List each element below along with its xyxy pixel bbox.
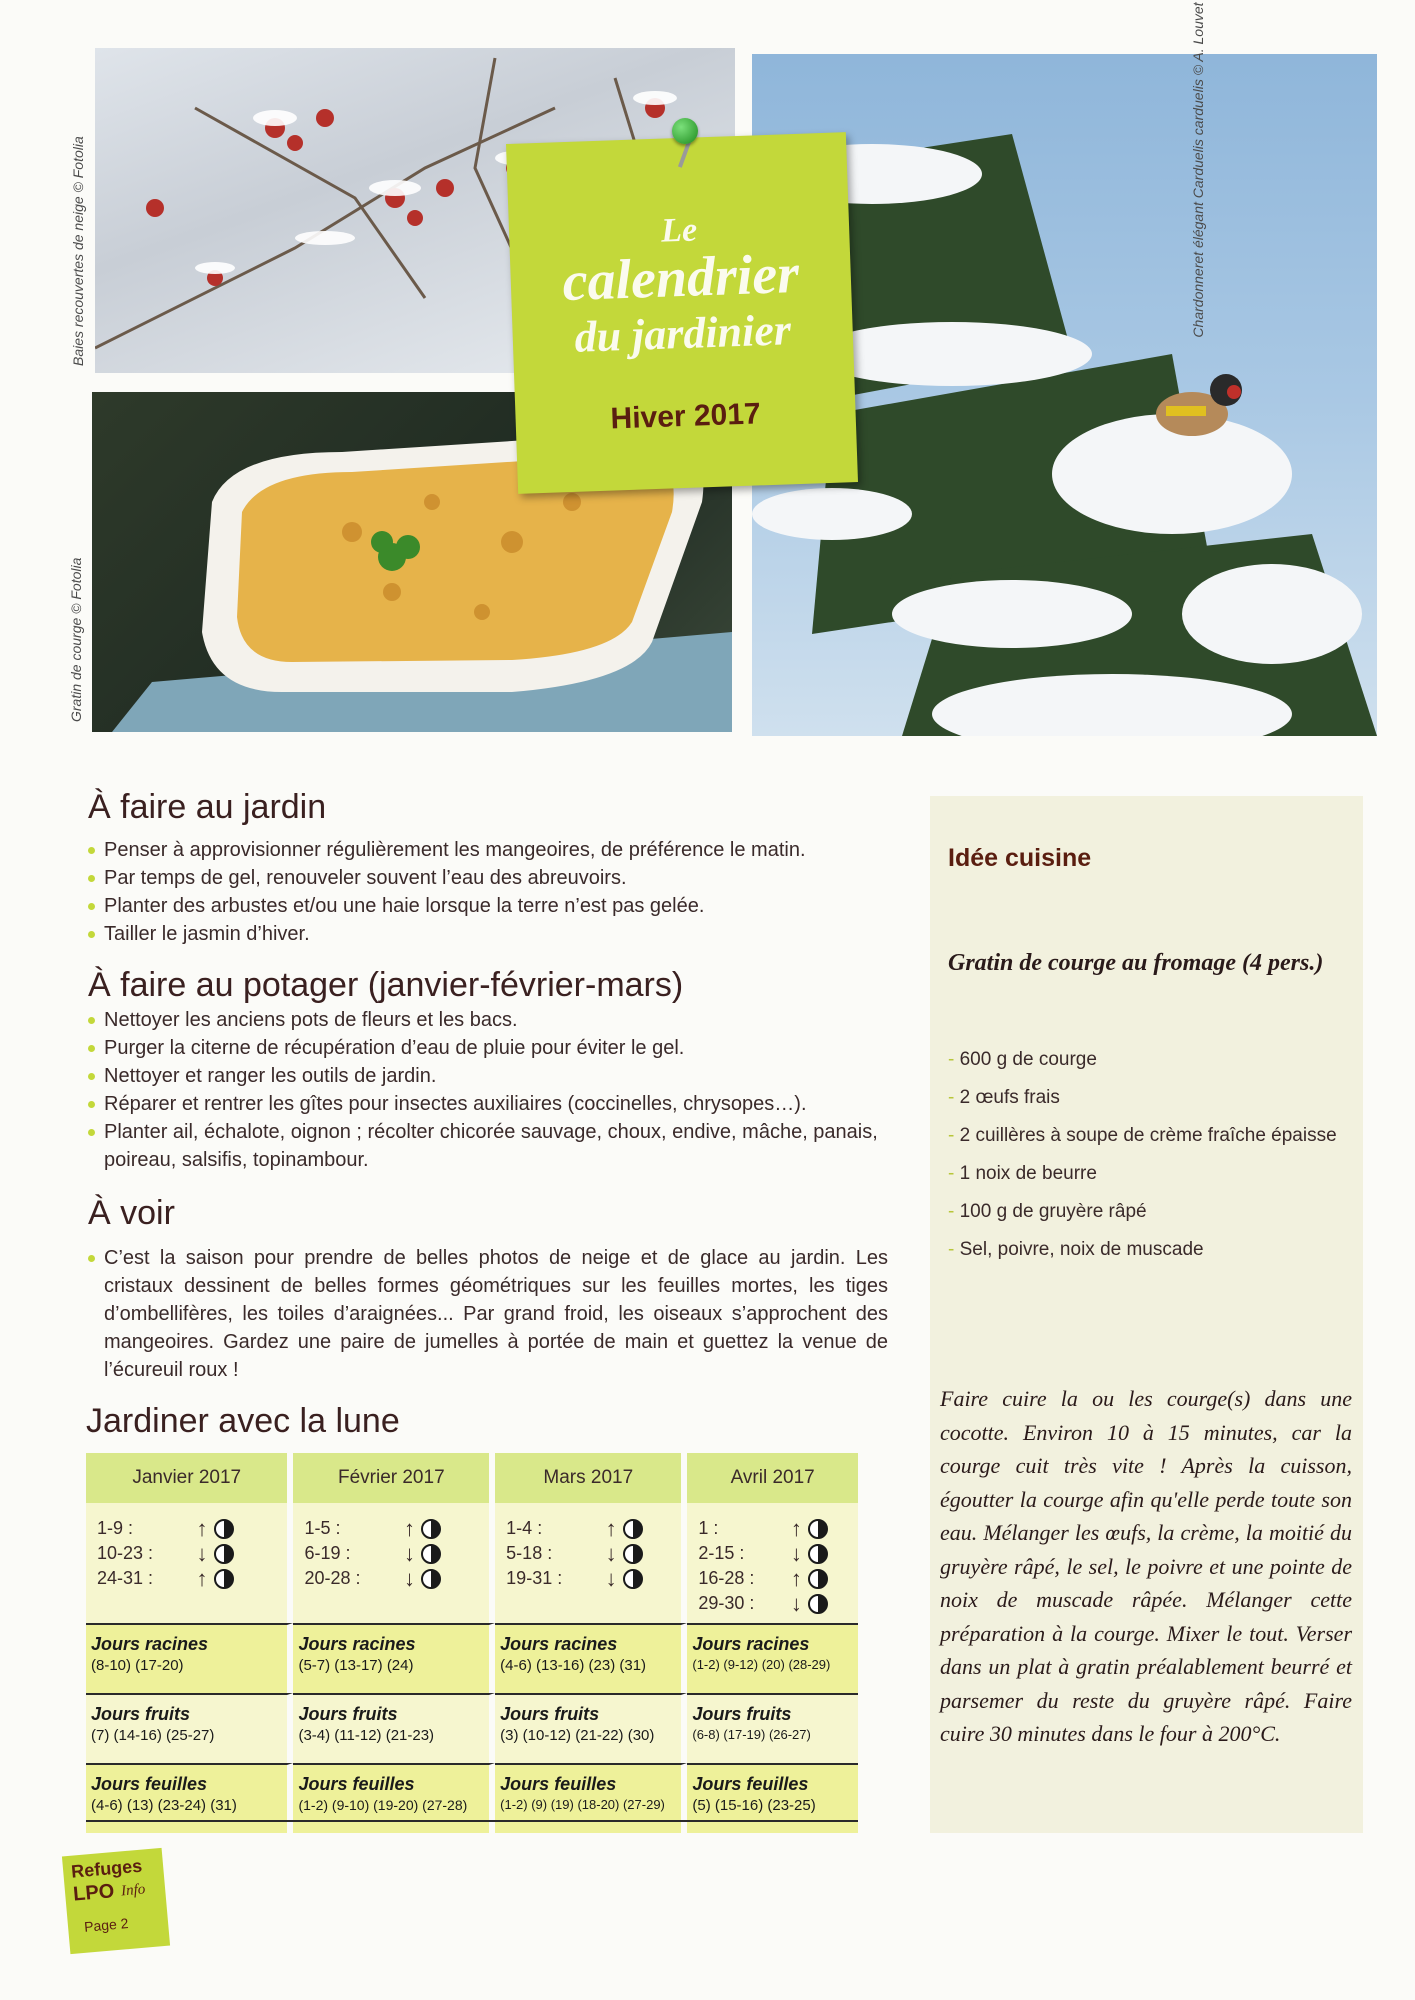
phase-dates: 1 :	[698, 1518, 719, 1538]
racines-cell	[293, 1623, 495, 1693]
fruits-cell	[687, 1693, 858, 1763]
title-line-le: Le	[660, 211, 698, 250]
moon-cell	[495, 1503, 687, 1623]
phase-dates: 6-19 :	[304, 1543, 351, 1563]
racines-days: (4-6) (13-16) (23) (31)	[500, 1657, 647, 1674]
season-label: Hiver 2017	[610, 397, 762, 436]
moon-phase-entry	[698, 1566, 857, 1591]
month-header: Avril 2017	[687, 1453, 858, 1503]
feuilles-days: (1-2) (9-10) (19-20) (27-28)	[298, 1797, 468, 1813]
phase-arrow-icon: ↓	[403, 1540, 415, 1566]
half-moon-icon	[214, 1519, 234, 1539]
title-line-calendrier: calendrier	[561, 242, 800, 314]
feuilles-cell	[86, 1763, 293, 1833]
phase-dates: 29-30 :	[698, 1593, 755, 1613]
feuilles-cell	[687, 1763, 858, 1833]
fruits-label: Jours fruits	[500, 1704, 600, 1724]
recipe-steps: Faire cuire la ou les courge(s) dans une cocotte. Environ 10 à 15 minutes, car la courge cuit très vite ! Après la cuisson, égoutter la courge afin qu'elle perde toute son eau. Mélanger les œufs, la crème, la moitié du gruyère râpé, le sel, le poivre et une pointe de noix de muscade râpée. Mélanger cette préparation à la courge. Mixer le tout. Verser dans un plat à gratin préalablement beurré et parsemer du reste du gruyère râpé. Faire cuire 30 minutes dans le four à 200°C.	[940, 1386, 1352, 1746]
phase-arrow-icon: ↑	[605, 1515, 617, 1541]
feuilles-days: (1-2) (9) (19) (18-20) (27-29)	[500, 1797, 665, 1812]
racines-label: Jours racines	[91, 1634, 209, 1654]
list-voir	[86, 1244, 888, 1384]
gratin-photo-caption: Gratin de courge © Fotolia	[68, 557, 84, 722]
moon-cell	[687, 1503, 858, 1623]
phase-dates: 5-18 :	[506, 1543, 553, 1563]
moon-phase-entry	[506, 1516, 680, 1541]
fruits-days: (7) (14-16) (25-27)	[91, 1727, 215, 1744]
half-moon-icon	[421, 1519, 441, 1539]
racines-cell	[495, 1623, 687, 1693]
phase-arrow-icon: ↓	[403, 1565, 415, 1591]
list-jardin	[86, 836, 906, 948]
berries-photo-caption: Baies recouvertes de neige © Fotolia	[70, 136, 86, 366]
racines-days: (1-2) (9-12) (20) (28-29)	[692, 1657, 831, 1672]
list-item: Nettoyer et ranger les outils de jardin.	[86, 1062, 896, 1090]
voir-paragraph: C’est la saison pour prendre de belles photos de neige et de glace au jardin. Les cristaux dessinent de belles formes géométriques sur les feuilles mortes, les tiges d’ombellifères, les toiles d’araignées... Par grand froid, les oiseaux s’approchent des mangeoires. Gardez une paire de jumelles à portée de main et guettez la venue de l’écureuil roux !	[86, 1244, 888, 1384]
heading-voir: À voir	[88, 1194, 175, 1232]
half-moon-icon	[808, 1594, 828, 1614]
moon-phase-entry	[304, 1516, 488, 1541]
moon-phase-entry	[304, 1566, 488, 1591]
half-moon-icon	[214, 1544, 234, 1564]
heading-jardin: À faire au jardin	[88, 788, 327, 826]
phase-arrow-icon: ↑	[196, 1515, 208, 1541]
racines-cell	[687, 1623, 858, 1693]
moon-phase-entry	[506, 1566, 680, 1591]
page-number: Page 2	[83, 1915, 130, 1935]
phase-dates: 19-31 :	[506, 1568, 563, 1588]
ingredient-item: - 1 noix de beurre	[948, 1163, 1097, 1184]
feuilles-cell	[293, 1763, 495, 1833]
moon-phase-list	[506, 1516, 680, 1591]
phase-dates: 20-28 :	[304, 1568, 361, 1588]
feuilles-row	[86, 1763, 858, 1833]
racines-days: (5-7) (13-17) (24)	[298, 1657, 414, 1674]
moon-phase-list	[698, 1516, 857, 1616]
phase-dates: 16-28 :	[698, 1568, 755, 1588]
list-item: Tailler le jasmin d’hiver.	[86, 920, 906, 948]
moon-cell	[86, 1503, 293, 1623]
racines-cell	[86, 1623, 293, 1693]
moon-calendar-table	[86, 1453, 858, 1833]
logo-lpo: LPO	[72, 1880, 116, 1906]
phase-arrow-icon: ↓	[605, 1565, 617, 1591]
phase-arrow-icon: ↑	[196, 1565, 208, 1591]
half-moon-icon	[623, 1544, 643, 1564]
list-item: Penser à approvisionner régulièrement les mangeoires, de préférence le matin.	[86, 836, 906, 864]
fruits-days: (3) (10-12) (21-22) (30)	[500, 1727, 655, 1744]
moon-phase-list	[304, 1516, 488, 1591]
phase-arrow-icon: ↑	[790, 1565, 802, 1591]
moon-phase-entry	[304, 1541, 488, 1566]
ingredient-list	[948, 1048, 1348, 1276]
fruits-cell	[293, 1693, 495, 1763]
moon-phase-entry	[97, 1541, 286, 1566]
half-moon-icon	[421, 1569, 441, 1589]
fruits-days: (6-8) (17-19) (26-27)	[692, 1727, 811, 1742]
list-item: Planter des arbustes et/ou une haie lorsque la terre n’est pas gelée.	[86, 892, 906, 920]
phase-arrow-icon: ↑	[403, 1515, 415, 1541]
phase-dates: 1-4 :	[506, 1518, 543, 1538]
fruits-label: Jours fruits	[692, 1704, 792, 1724]
moon-phase-entry	[506, 1541, 680, 1566]
feuilles-label: Jours feuilles	[91, 1774, 208, 1794]
title-line-jardinier: du jardinier	[573, 305, 792, 362]
racines-days: (8-10) (17-20)	[91, 1657, 184, 1674]
heading-lune: Jardiner avec la lune	[86, 1402, 400, 1440]
pushpin-icon	[672, 118, 698, 144]
recipe-box	[930, 796, 1363, 1833]
month-header: Janvier 2017	[86, 1453, 293, 1503]
list-item: Planter ail, échalote, oignon ; récolter chicorée sauvage, choux, endive, mâche, panais, poireau, salsifis, topinambour.	[86, 1118, 896, 1174]
fruits-cell	[495, 1693, 687, 1763]
ingredient-item: - Sel, poivre, noix de muscade	[948, 1239, 1204, 1260]
fruits-cell	[86, 1693, 293, 1763]
list-item: Réparer et rentrer les gîtes pour insectes auxiliaires (coccinelles, chrysopes…).	[86, 1090, 896, 1118]
feuilles-label: Jours feuilles	[500, 1774, 617, 1794]
feuilles-days: (5) (15-16) (23-25)	[692, 1797, 816, 1814]
phase-arrow-icon: ↓	[790, 1590, 802, 1616]
half-moon-icon	[214, 1569, 234, 1589]
ingredient-item: - 2 œufs frais	[948, 1087, 1060, 1108]
moon-phase-entry	[698, 1541, 857, 1566]
refuges-lpo-logo	[62, 1848, 170, 1954]
half-moon-icon	[421, 1544, 441, 1564]
phase-arrow-icon: ↑	[790, 1515, 802, 1541]
half-moon-icon	[623, 1569, 643, 1589]
moon-phase-row	[86, 1503, 858, 1623]
logo-refuges: Refuges	[70, 1855, 143, 1882]
phase-arrow-icon: ↓	[196, 1540, 208, 1566]
moon-cell	[293, 1503, 495, 1623]
recipe-section-title: Idée cuisine	[948, 844, 1092, 872]
moon-phase-entry	[97, 1566, 286, 1591]
phase-dates: 2-15 :	[698, 1543, 745, 1563]
feuilles-days: (4-6) (13) (23-24) (31)	[91, 1797, 237, 1814]
month-header: Mars 2017	[495, 1453, 687, 1503]
list-item: Purger la citerne de récupération d’eau de pluie pour éviter le gel.	[86, 1034, 896, 1062]
phase-dates: 10-23 :	[97, 1543, 154, 1563]
fruits-label: Jours fruits	[91, 1704, 191, 1724]
half-moon-icon	[808, 1569, 828, 1589]
moon-phase-entry	[97, 1516, 286, 1541]
list-item: Par temps de gel, renouveler souvent l’eau des abreuvoirs.	[86, 864, 906, 892]
racines-row	[86, 1623, 858, 1693]
list-item: Nettoyer les anciens pots de fleurs et les bacs.	[86, 1006, 896, 1034]
fruits-label: Jours fruits	[298, 1704, 398, 1724]
racines-label: Jours racines	[692, 1634, 810, 1654]
phase-dates: 24-31 :	[97, 1568, 154, 1588]
fruits-days: (3-4) (11-12) (21-23)	[298, 1727, 435, 1744]
logo-info: Info	[120, 1881, 146, 1900]
racines-label: Jours racines	[500, 1634, 618, 1654]
title-sticky-note	[506, 132, 858, 494]
fruits-row	[86, 1693, 858, 1763]
phase-dates: 1-5 :	[304, 1518, 341, 1538]
ingredient-item: - 100 g de gruyère râpé	[948, 1201, 1147, 1222]
feuilles-label: Jours feuilles	[298, 1774, 415, 1794]
bird-photo-caption: Chardonneret élégant Carduelis carduelis © A. Louvet	[1190, 2, 1206, 338]
recipe-name: Gratin de courge au fromage (4 pers.)	[948, 950, 1324, 976]
phase-arrow-icon: ↓	[790, 1540, 802, 1566]
table-bottom-rule	[86, 1820, 858, 1822]
moon-phase-entry	[698, 1516, 857, 1541]
list-potager	[86, 1006, 896, 1174]
half-moon-icon	[808, 1544, 828, 1564]
feuilles-cell	[495, 1763, 687, 1833]
moon-phase-entry	[698, 1591, 857, 1616]
heading-potager: À faire au potager (janvier-février-mars)	[88, 966, 684, 1004]
ingredient-item: - 600 g de courge	[948, 1049, 1097, 1070]
racines-label: Jours racines	[298, 1634, 416, 1654]
ingredient-item: - 2 cuillères à soupe de crème fraîche épaisse	[948, 1125, 1337, 1146]
half-moon-icon	[808, 1519, 828, 1539]
phase-dates: 1-9 :	[97, 1518, 134, 1538]
feuilles-label: Jours feuilles	[692, 1774, 809, 1794]
moon-phase-list	[97, 1516, 286, 1591]
half-moon-icon	[623, 1519, 643, 1539]
month-header: Février 2017	[293, 1453, 495, 1503]
phase-arrow-icon: ↓	[605, 1540, 617, 1566]
